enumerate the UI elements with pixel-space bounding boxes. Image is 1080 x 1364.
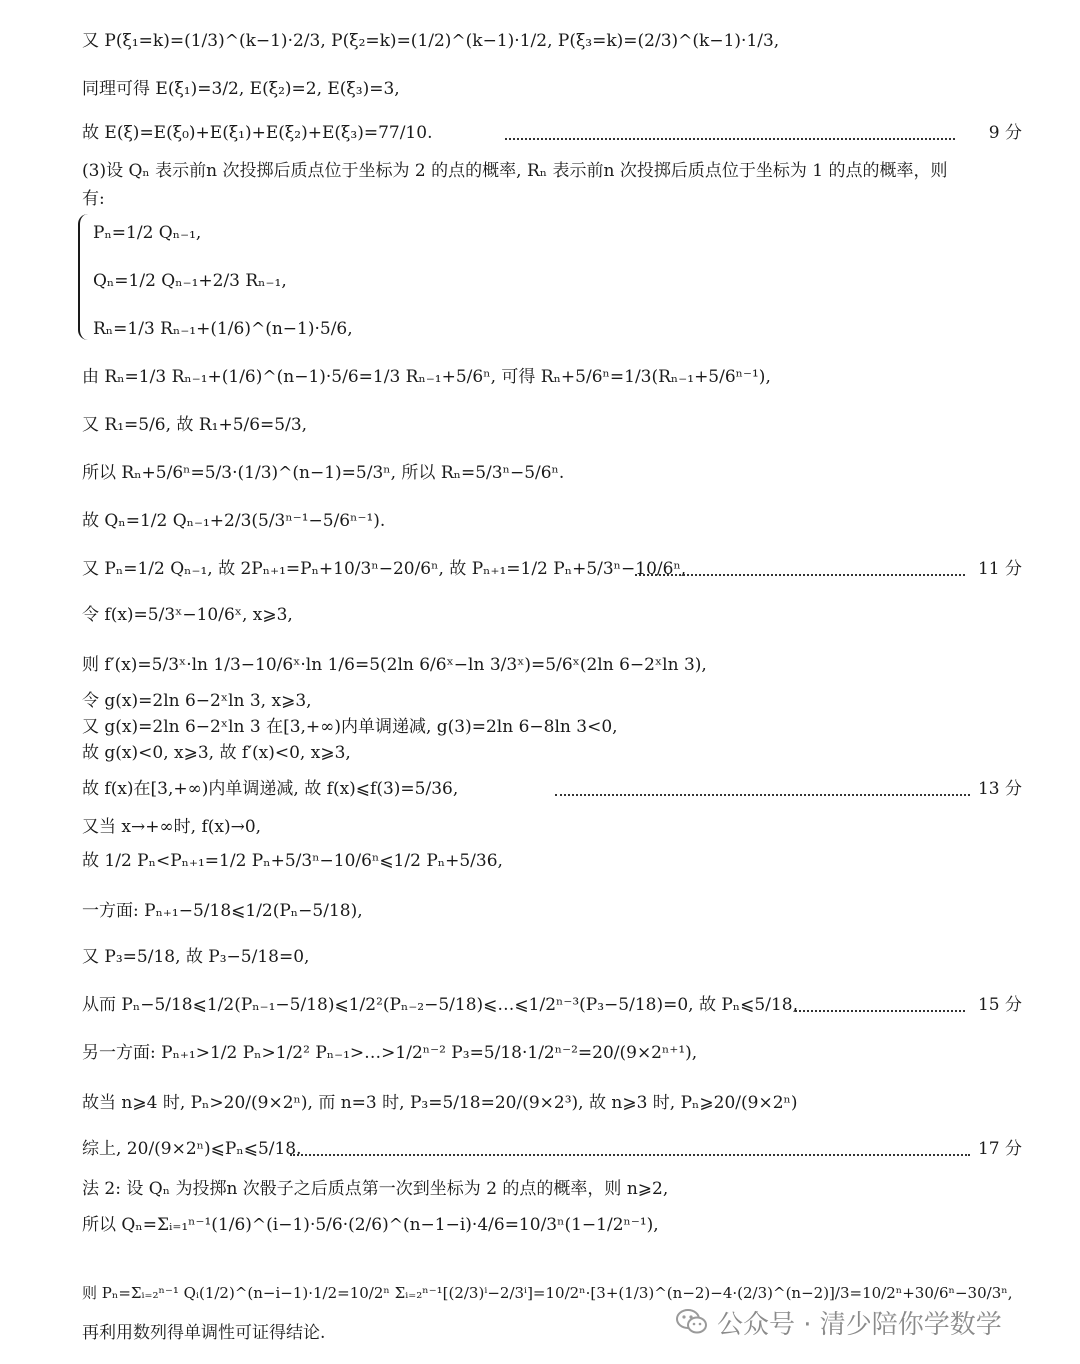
system-equation-r: Rₙ=1/3 Rₙ₋₁+(1/6)^(n−1)·5/6,	[93, 319, 353, 339]
text-line: 所以 Rₙ+5/6ⁿ=5/3·(1/3)^(n−1)=5/3ⁿ, 所以 Rₙ=5/3ⁿ−5/6ⁿ.	[82, 463, 565, 483]
score-marker: 15 分	[977, 995, 1022, 1015]
text-line: 令 f(x)=5/3ˣ−10/6ˣ, x⩾3,	[82, 605, 293, 625]
text-line: 再利用数列得单调性可证得结论.	[82, 1323, 326, 1343]
text-line: 故 f(x)在[3,+∞)内单调递减, 故 f(x)⩽f(3)=5/36,	[82, 779, 459, 799]
text-line: 故当 n⩾4 时, Pₙ>20/(9×2ⁿ), 而 n=3 时, P₃=5/18=20/(9×2³), 故 n⩾3 时, Pₙ⩾20/(9×2ⁿ)	[82, 1093, 798, 1113]
equation-system-brace	[78, 214, 90, 340]
text-line: 又 P₃=5/18, 故 P₃−5/18=0,	[82, 947, 310, 967]
text-line: 又 R₁=5/6, 故 R₁+5/6=5/3,	[82, 415, 308, 435]
text-line: 法 2: 设 Qₙ 为投掷n 次骰子之后质点第一次到坐标为 2 的点的概率，则 n⩾2,	[82, 1179, 669, 1199]
text-line: 故 E(ξ)=E(ξ₀)+E(ξ₁)+E(ξ₂)+E(ξ₃)=77/10.	[82, 123, 433, 143]
text-line: 综上, 20/(9×2ⁿ)⩽Pₙ⩽5/18.	[82, 1139, 302, 1159]
text-line: 所以 Qₙ=Σᵢ₌₁ⁿ⁻¹(1/6)^(i−1)·5/6·(2/6)^(n−1−i)·4/6=10/3ⁿ(1−1/2ⁿ⁻¹),	[82, 1215, 659, 1235]
system-equation-q: Qₙ=1/2 Qₙ₋₁+2/3 Rₙ₋₁,	[93, 271, 287, 291]
text-line: 又 g(x)=2ln 6−2ˣln 3 在[3,+∞)内单调递减, g(3)=2ln 6−8ln 3<0,	[82, 717, 618, 737]
text-line: (3)设 Qₙ 表示前n 次投掷后质点位于坐标为 2 的点的概率, Rₙ 表示前n 次投掷后质点位于坐标为 1 的点的概率，则	[82, 161, 948, 181]
watermark	[675, 1300, 1002, 1344]
system-equation-p: Pₙ=1/2 Qₙ₋₁,	[93, 223, 202, 243]
text-line: 一方面: Pₙ₊₁−5/18⩽1/2(Pₙ−5/18),	[82, 901, 363, 921]
text-line: 又 Pₙ=1/2 Qₙ₋₁, 故 2Pₙ₊₁=Pₙ+10/3ⁿ−20/6ⁿ, 故 Pₙ₊₁=1/2 Pₙ+5/3ⁿ−10/6ⁿ,	[82, 559, 687, 579]
score-marker: 9 分	[988, 123, 1022, 143]
text-line: 有:	[82, 189, 105, 209]
score-marker: 17 分	[977, 1139, 1022, 1159]
text-line: 由 Rₙ=1/3 Rₙ₋₁+(1/6)^(n−1)·5/6=1/3 Rₙ₋₁+5/6ⁿ, 可得 Rₙ+5/6ⁿ=1/3(Rₙ₋₁+5/6ⁿ⁻¹),	[82, 367, 771, 387]
text-line: 同理可得 E(ξ₁)=3/2, E(ξ₂)=2, E(ξ₃)=3,	[82, 79, 400, 99]
text-line: 故 Qₙ=1/2 Qₙ₋₁+2/3(5/3ⁿ⁻¹−5/6ⁿ⁻¹).	[82, 511, 386, 531]
text-line: 又 P(ξ₁=k)=(1/3)^(k−1)·2/3, P(ξ₂=k)=(1/2)^(k−1)·1/2, P(ξ₃=k)=(2/3)^(k−1)·1/3,	[82, 31, 780, 51]
score-marker: 11 分	[977, 559, 1022, 579]
text-line: 又当 x→+∞时, f(x)→0,	[82, 817, 262, 837]
watermark-text: 公众号 · 清少陪你学数学	[717, 1309, 1002, 1340]
text-line: 另一方面: Pₙ₊₁>1/2 Pₙ>1/2² Pₙ₋₁>…>1/2ⁿ⁻² P₃=5/18·1/2ⁿ⁻²=20/(9×2ⁿ⁺¹),	[82, 1043, 698, 1063]
text-line: 令 g(x)=2ln 6−2ˣln 3, x⩾3,	[82, 691, 312, 711]
score-marker: 13 分	[977, 779, 1022, 799]
text-line: 从而 Pₙ−5/18⩽1/2(Pₙ₋₁−5/18)⩽1/2²(Pₙ₋₂−5/18)⩽…⩽1/2ⁿ⁻³(P₃−5/18)=0, 故 Pₙ⩽5/18,	[82, 995, 798, 1015]
text-line: 故 1/2 Pₙ<Pₙ₊₁=1/2 Pₙ+5/3ⁿ−10/6ⁿ⩽1/2 Pₙ+5/36,	[82, 851, 503, 871]
text-line: 则 Pₙ=Σᵢ₌₂ⁿ⁻¹ Qᵢ(1/2)^(n−i−1)·1/2=10/2ⁿ Σᵢ₌₂ⁿ⁻¹[(2/3)ⁱ−2/3ⁱ]=10/2ⁿ·[3+(1/3)^(n−2)−4·(2/3)^(n−2)]/3=10/2ⁿ+30/6ⁿ−30/3ⁿ,	[82, 1284, 1013, 1302]
text-line: 则 f′(x)=5/3ˣ·ln 1/3−10/6ˣ·ln 1/6=5(2ln 6/6ˣ−ln 3/3ˣ)=5/6ˣ(2ln 6−2ˣln 3),	[82, 655, 707, 675]
text-line: 故 g(x)<0, x⩾3, 故 f′(x)<0, x⩾3,	[82, 743, 351, 763]
wechat-icon	[675, 1307, 709, 1337]
